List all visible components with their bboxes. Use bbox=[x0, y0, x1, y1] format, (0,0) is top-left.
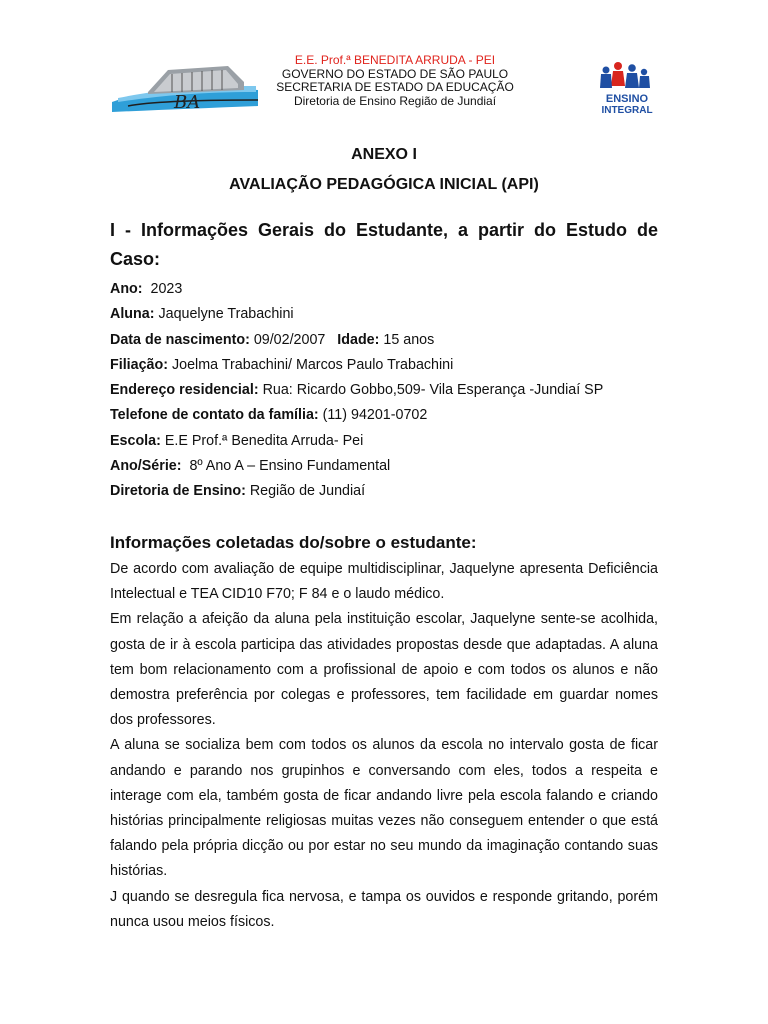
svg-text:BA: BA bbox=[174, 92, 201, 113]
field-label: Filiação: bbox=[110, 356, 168, 373]
field-value: 2023 bbox=[150, 281, 183, 297]
field-label: Ano: bbox=[110, 281, 143, 297]
section-collected-info-heading: Informações coletadas do/sobre o estudante: bbox=[110, 533, 477, 552]
school-name: E.E. Prof.ª BENEDITA ARRUDA - PEI bbox=[294, 53, 496, 67]
document-title: AVALIAÇÃO PEDAGÓGICA INICIAL (API) bbox=[229, 176, 539, 193]
svg-text:ENSINO: ENSINO bbox=[605, 93, 649, 105]
collected-info-body bbox=[110, 557, 658, 935]
paragraph: A aluna se socializa bem com todos os alunos da escola no intervalo gosta de ficar andando e parando nos grupinhos e conversando com eles, todos a respeita e interage com ela, também gosta de ficar andando livre pela escola falando e criando histórias principalmente religiosas muitas vezes não conseguem entender o que está falando pela própria dicção ou por estar no seu mundo da imaginação contando suas histórias. bbox=[110, 737, 658, 880]
field-filiacao bbox=[110, 353, 670, 378]
directorate-line: Diretoria de Ensino Região de Jundiaí bbox=[293, 93, 497, 108]
field-data-nascimento bbox=[110, 328, 670, 353]
paragraph: J quando se desregula fica nervosa, e tampa os ouvidos e responde gritando, porém nunca usou meios físicos. bbox=[110, 888, 658, 930]
field-value: Jaquelyne Trabachini bbox=[158, 306, 294, 323]
field-value: Rua: Ricardo Gobbo,509- Vila Esperança -Jundiaí SP bbox=[262, 382, 604, 399]
document-header bbox=[0, 52, 768, 122]
field-value: (11) 94201-0702 bbox=[322, 407, 428, 424]
field-escola bbox=[110, 429, 670, 454]
svg-text:INTEGRAL: INTEGRAL bbox=[601, 105, 653, 116]
section-general-info-heading: I - Informações Gerais do Estudante, a partir do Estudo de Caso: bbox=[110, 220, 658, 269]
field-telefone bbox=[110, 403, 670, 428]
field-label: Idade: bbox=[337, 331, 380, 348]
field-label: Telefone de contato da família: bbox=[110, 407, 319, 424]
field-aluna bbox=[110, 302, 670, 327]
field-label: Endereço residencial: bbox=[110, 382, 259, 399]
secretariat-line: SECRETARIA DE ESTADO DA EDUCAÇÃO bbox=[276, 80, 514, 94]
field-diretoria bbox=[110, 479, 670, 504]
field-label: Ano/Série: bbox=[110, 458, 182, 475]
paragraph: De acordo com avaliação de equipe multidisciplinar, Jaquelyne apresenta Deficiência Intelectual e TEA CID10 F70; F 84 e o laudo médico. bbox=[110, 561, 658, 603]
field-value: 09/02/2007 bbox=[253, 331, 326, 348]
field-ano-serie bbox=[110, 454, 670, 479]
field-value: 15 anos bbox=[383, 331, 435, 348]
field-value: 8º Ano A – Ensino Fundamental bbox=[189, 458, 391, 475]
student-info-fields bbox=[110, 277, 670, 505]
government-line: GOVERNO DO ESTADO DE SÃO PAULO bbox=[281, 66, 509, 81]
field-value: Região de Jundiaí bbox=[249, 483, 366, 500]
school-logo bbox=[108, 62, 264, 116]
field-label: Aluna: bbox=[110, 306, 155, 323]
ensino-integral-logo bbox=[592, 60, 662, 118]
field-label: Data de nascimento: bbox=[110, 331, 250, 348]
header-institution-text bbox=[250, 54, 540, 108]
field-label: Escola: bbox=[110, 432, 161, 449]
field-label: Diretoria de Ensino: bbox=[110, 483, 246, 500]
field-ano bbox=[110, 277, 670, 302]
field-value: Joelma Trabachini/ Marcos Paulo Trabachini bbox=[171, 356, 454, 373]
field-endereco bbox=[110, 378, 670, 403]
paragraph: Em relação a afeição da aluna pela instituição escolar, Jaquelyne sente-se acolhida, gosta de ir à escola participa das atividades propostas desde que adaptadas. A aluna tem bom relacionamento com a profissional de apoio e com todos os alunos e não demostra preferência por colegas e professores, tem facilidade em guardar nomes dos professores. bbox=[110, 611, 658, 729]
annex-title: ANEXO I bbox=[351, 146, 417, 163]
field-value: E.E Prof.ª Benedita Arruda- Pei bbox=[164, 432, 364, 449]
